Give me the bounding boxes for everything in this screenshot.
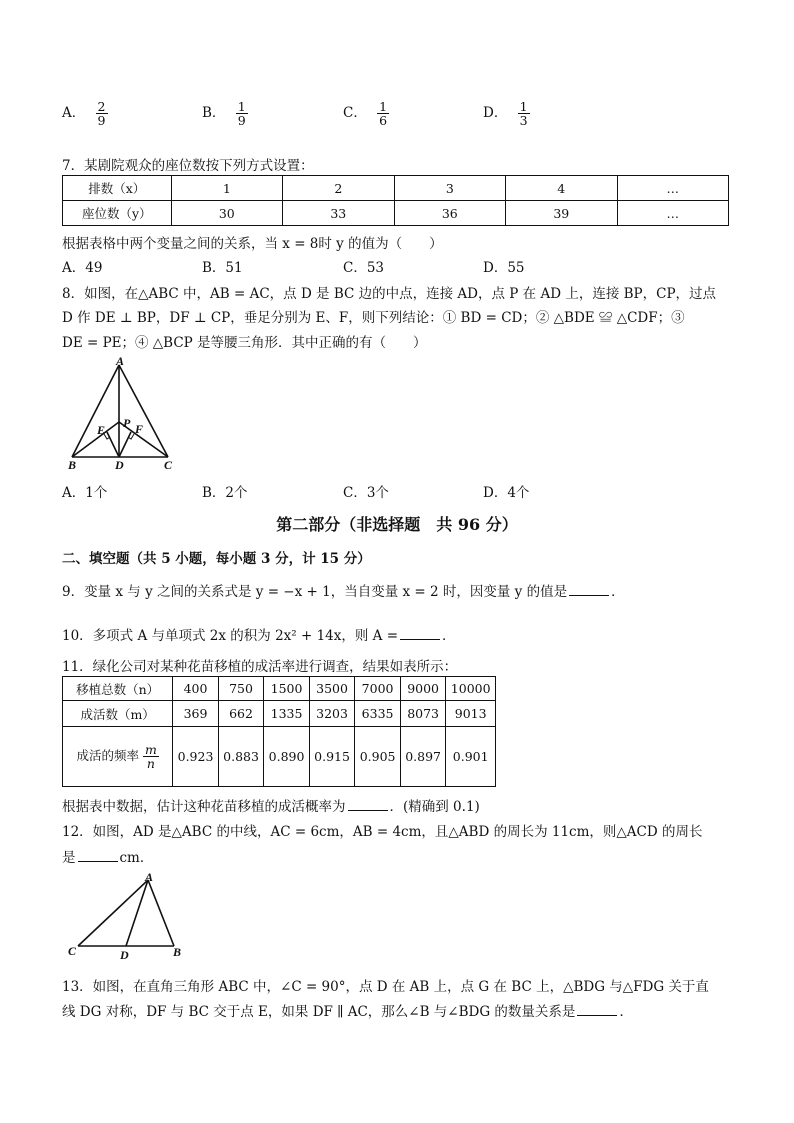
q8-option-b: B．2个 [202,485,248,501]
fig-label-d: D [120,948,129,962]
fig-label-c: C [164,458,173,472]
q7-option-a: A．49 [62,260,103,276]
table-row: 成活的频率 $\frac{m}{n}$ 0.923 0.883 0.890 0.915 0.905 0.897 0.901 [63,727,496,787]
q8-option-a: A．1个 [62,485,108,501]
fraction: $\frac{1}{3}$ [519,99,528,129]
fig-label-b: B [68,458,77,472]
q8-option-c: C．3个 [343,485,389,501]
fraction: $\frac{2}{9}$ [97,99,106,129]
answer-blank [348,809,388,811]
table-row: 座位数（y） 30 33 36 39 … [63,201,729,226]
answer-blank [400,638,440,640]
q7-table [62,175,729,226]
q7-question: 根据表格中两个变量之间的关系，当 x = 8时 y 的值为（ ） [62,236,443,252]
q10-line: 10．多项式 A 与单项式 2x 的积为 2x² + 14x，则 A = ． [62,628,456,644]
q7-option-d: D．55 [483,260,525,276]
fig-label-a: A [145,870,154,884]
q8-line1: 8．如图，在△ABC 中，AB = AC，点 D 是 BC 边的中点，连接 AD，点 P 在 AD 上，连接 BP，CP，过点 [62,286,717,302]
q12-figure [62,866,192,962]
q6-option-b: B． $\frac{1}{9}$ [202,99,246,129]
q8-line2: D 作 DE ⊥ BP，DF ⊥ CP，垂足分别为 E、F，则下列结论：① BD = CD；② △BDE ≌ △CDF；③ [62,310,685,326]
q8-line3: DE = PE；④ △BCP 是等腰三角形．其中正确的有（ ） [62,335,427,351]
part2-title: 第二部分（非选择题 共 96 分） [276,515,518,534]
q7-stem: 7．某剧院观众的座位数按下列方式设置： [62,158,314,174]
fig-label-p: P [123,416,131,430]
answer-blank [78,860,118,862]
q11-table [62,676,496,787]
q7-option-c: C．53 [343,260,385,276]
q11-stem: 11．绿化公司对某种花苗移植的成活率进行调查，结果如表所示： [62,659,458,675]
q7-option-b: B．51 [202,260,243,276]
q12-line1: 12．如图，AD 是△ABC 的中线，AC = 6cm，AB = 4cm，且△ABD 的周长为 11cm，则△ACD 的周长 [62,824,703,840]
fig-label-f: F [135,422,144,436]
q12-line2: 是 cm． [62,850,154,866]
table-row: 成活数（m） 369 662 1335 3203 6335 8073 9013 [63,701,496,727]
q9-line: 9．变量 x 与 y 之间的关系式是 y = −x + 1，当自变量 x = 2 时，因变量 y 的值是 ． [62,584,625,600]
fraction: $\frac{m}{n}$ [144,741,157,771]
q6-option-a: A． $\frac{2}{9}$ [62,99,106,129]
q13-line1: 13．如图，在直角三角形 ABC 中，∠C = 90°，点 D 在 AB 上，点 G 在 BC 上，△BDG 与△FDG 关于直 [62,979,709,995]
fig-label-b: B [173,945,182,959]
fig-label-e: E [97,423,106,437]
answer-blank [569,594,609,596]
q8-option-d: D．4个 [483,485,530,501]
q11-question: 根据表中数据，估计这种花苗移植的成活概率为 ．(精确到 0.1) [62,799,480,815]
q6-option-c: C． $\frac{1}{6}$ [343,99,388,129]
fraction: $\frac{1}{9}$ [237,99,246,129]
q8-figure [60,355,185,475]
fraction: $\frac{1}{6}$ [379,99,388,129]
section2-heading: 二、填空题（共 5 小题，每小题 3 分，计 15 分） [62,551,371,567]
fig-label-c: C [68,944,77,958]
table-row: 排数（x） 1 2 3 4 … [63,176,729,201]
fig-label-d: D [115,458,124,472]
q6-option-d: D． $\frac{1}{3}$ [483,99,528,129]
q13-line2: 线 DG 对称，DF 与 BC 交于点 E，如果 DF ∥ AC，那么∠B 与∠BDG 的数量关系是 ． [62,1004,633,1020]
answer-blank [577,1014,617,1016]
table-row: 移植总数（n） 400 750 1500 3500 7000 9000 10000 [63,677,496,701]
fig-label-a: A [116,355,125,368]
